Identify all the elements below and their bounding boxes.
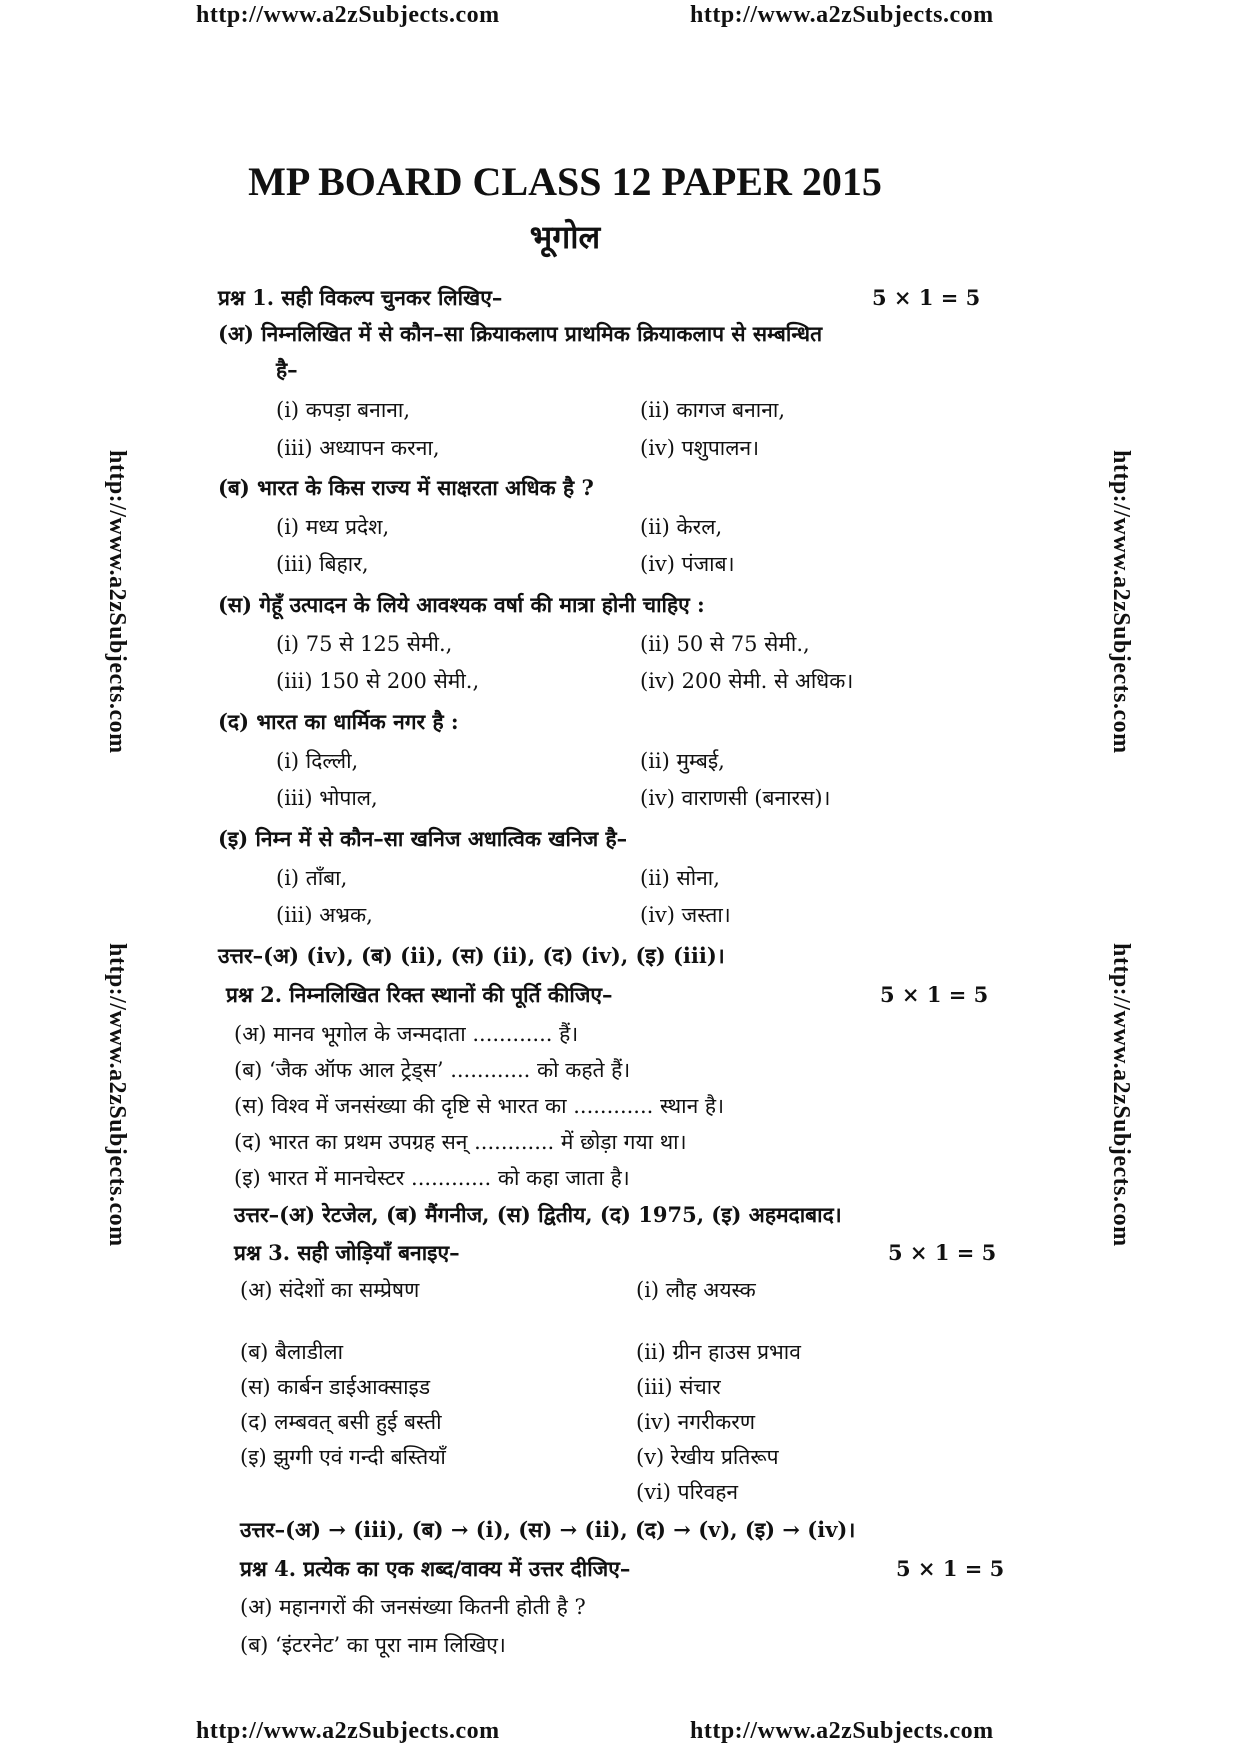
q2-item-d: (द) भारत का प्रथम उपग्रह सन् ............ में छोड़ा गया था। [234, 1130, 687, 1154]
q2-item-c: (स) विश्व में जनसंख्या की दृष्टि से भारत का ............ स्थान है। [234, 1094, 725, 1118]
q1-marks: 5 × 1 = 5 [872, 285, 981, 310]
q3-left-b: (ब) बैलाडीला [240, 1340, 344, 1364]
q4-marks: 5 × 1 = 5 [896, 1556, 1005, 1581]
q3-right-iii: (iii) संचार [636, 1375, 721, 1399]
q1-c-option-4: (iv) 200 सेमी. से अधिक। [640, 669, 854, 693]
q3-marks: 5 × 1 = 5 [888, 1240, 997, 1265]
paper-title: MP BOARD CLASS 12 PAPER 2015 [248, 159, 882, 204]
q3-left-d: (द) लम्बवत् बसी हुई बस्ती [240, 1410, 442, 1434]
watermark-url-left-upper: http://www.a2zSubjects.com [104, 450, 130, 754]
q3-right-i: (i) लौह अयस्क [636, 1278, 756, 1302]
q1-a-option-3: (iii) अध्यापन करना, [276, 436, 440, 460]
q1-e-question: (इ) निम्न में से कौन–सा खनिज अधात्विक खनिज है– [218, 826, 628, 851]
q3-heading: प्रश्न 3. सही जोड़ियाँ बनाइए– [234, 1240, 460, 1265]
watermark-url-top-left: http://www.a2zSubjects.com [196, 2, 500, 28]
q3-right-v: (v) रेखीय प्रतिरूप [636, 1445, 779, 1469]
q1-a-question-cont: है– [276, 357, 298, 382]
q1-b-option-2: (ii) केरल, [640, 515, 723, 539]
q1-e-option-2: (ii) सोना, [640, 866, 720, 890]
q1-d-option-4: (iv) वाराणसी (बनारस)। [640, 786, 831, 810]
q1-a-question: (अ) निम्नलिखित में से कौन–सा क्रियाकलाप प्राथमिक क्रियाकलाप से सम्बन्धित [218, 321, 823, 346]
watermark-url-right-lower: http://www.a2zSubjects.com [1108, 943, 1134, 1247]
q3-answer: उत्तर–(अ) → (iii), (ब) → (i), (स) → (ii), (द) → (v), (इ) → (iv)। [240, 1517, 856, 1542]
q3-right-vi: (vi) परिवहन [636, 1480, 739, 1504]
q4-item-b: (ब) ‘इंटरनेट’ का पूरा नाम लिखिए। [240, 1633, 506, 1657]
q2-marks: 5 × 1 = 5 [880, 982, 989, 1007]
q1-c-option-2: (ii) 50 से 75 सेमी., [640, 632, 810, 656]
q2-item-a: (अ) मानव भूगोल के जन्मदाता ............ हैं। [234, 1022, 579, 1046]
q1-d-option-3: (iii) भोपाल, [276, 786, 378, 810]
q1-d-option-1: (i) दिल्ली, [276, 749, 359, 773]
q3-left-a: (अ) संदेशों का सम्प्रेषण [240, 1278, 420, 1302]
q3-right-ii: (ii) ग्रीन हाउस प्रभाव [636, 1340, 801, 1364]
q1-c-option-3: (iii) 150 से 200 सेमी., [276, 669, 480, 693]
q1-e-option-4: (iv) जस्ता। [640, 903, 731, 927]
q4-item-a: (अ) महानगरों की जनसंख्या कितनी होती है ? [240, 1595, 586, 1619]
q2-item-b: (ब) ‘जैक ऑफ आल ट्रेड्स’ ............ को कहते हैं। [234, 1058, 631, 1082]
q2-heading: प्रश्न 2. निम्नलिखित रिक्त स्थानों की पूर्ति कीजिए– [226, 982, 613, 1007]
watermark-url-bottom-left: http://www.a2zSubjects.com [196, 1718, 500, 1744]
q4-heading: प्रश्न 4. प्रत्येक का एक शब्द/वाक्य में उत्तर दीजिए– [240, 1556, 631, 1581]
q1-heading: प्रश्न 1. सही विकल्प चुनकर लिखिए– [218, 285, 503, 310]
q2-item-e: (इ) भारत में मानचेस्टर ............ को कहा जाता है। [234, 1166, 630, 1190]
watermark-url-right-upper: http://www.a2zSubjects.com [1108, 450, 1134, 754]
paper-subject: भूगोल [529, 218, 601, 256]
q1-answer: उत्तर–(अ) (iv), (ब) (ii), (स) (ii), (द) (iv), (इ) (iii)। [218, 943, 725, 968]
watermark-url-left-lower: http://www.a2zSubjects.com [104, 943, 130, 1247]
q1-b-question: (ब) भारत के किस राज्य में साक्षरता अधिक है ? [218, 475, 594, 500]
q1-d-question: (द) भारत का धार्मिक नगर है : [218, 709, 459, 734]
q1-a-option-4: (iv) पशुपालन। [640, 436, 760, 460]
q1-c-option-1: (i) 75 से 125 सेमी., [276, 632, 453, 656]
q1-b-option-1: (i) मध्य प्रदेश, [276, 515, 390, 539]
watermark-url-top-right: http://www.a2zSubjects.com [690, 2, 994, 28]
q3-right-iv: (iv) नगरीकरण [636, 1410, 756, 1434]
q1-d-option-2: (ii) मुम्बई, [640, 749, 725, 773]
q2-answer: उत्तर–(अ) रेटजेल, (ब) मैंगनीज, (स) द्वितीय, (द) 1975, (इ) अहमदाबाद। [234, 1202, 842, 1227]
watermark-url-bottom-right: http://www.a2zSubjects.com [690, 1718, 994, 1744]
q1-b-option-3: (iii) बिहार, [276, 552, 369, 576]
q1-c-question: (स) गेहूँ उत्पादन के लिये आवश्यक वर्षा की मात्रा होनी चाहिए : [218, 592, 705, 617]
q1-a-option-2: (ii) कागज बनाना, [640, 398, 785, 422]
q3-left-e: (इ) झुग्गी एवं गन्दी बस्तियाँ [240, 1445, 446, 1469]
q1-e-option-1: (i) ताँबा, [276, 866, 348, 890]
q1-e-option-3: (iii) अभ्रक, [276, 903, 373, 927]
q3-left-c: (स) कार्बन डाईआक्साइड [240, 1375, 431, 1399]
q1-b-option-4: (iv) पंजाब। [640, 552, 735, 576]
q1-a-option-1: (i) कपड़ा बनाना, [276, 398, 411, 422]
